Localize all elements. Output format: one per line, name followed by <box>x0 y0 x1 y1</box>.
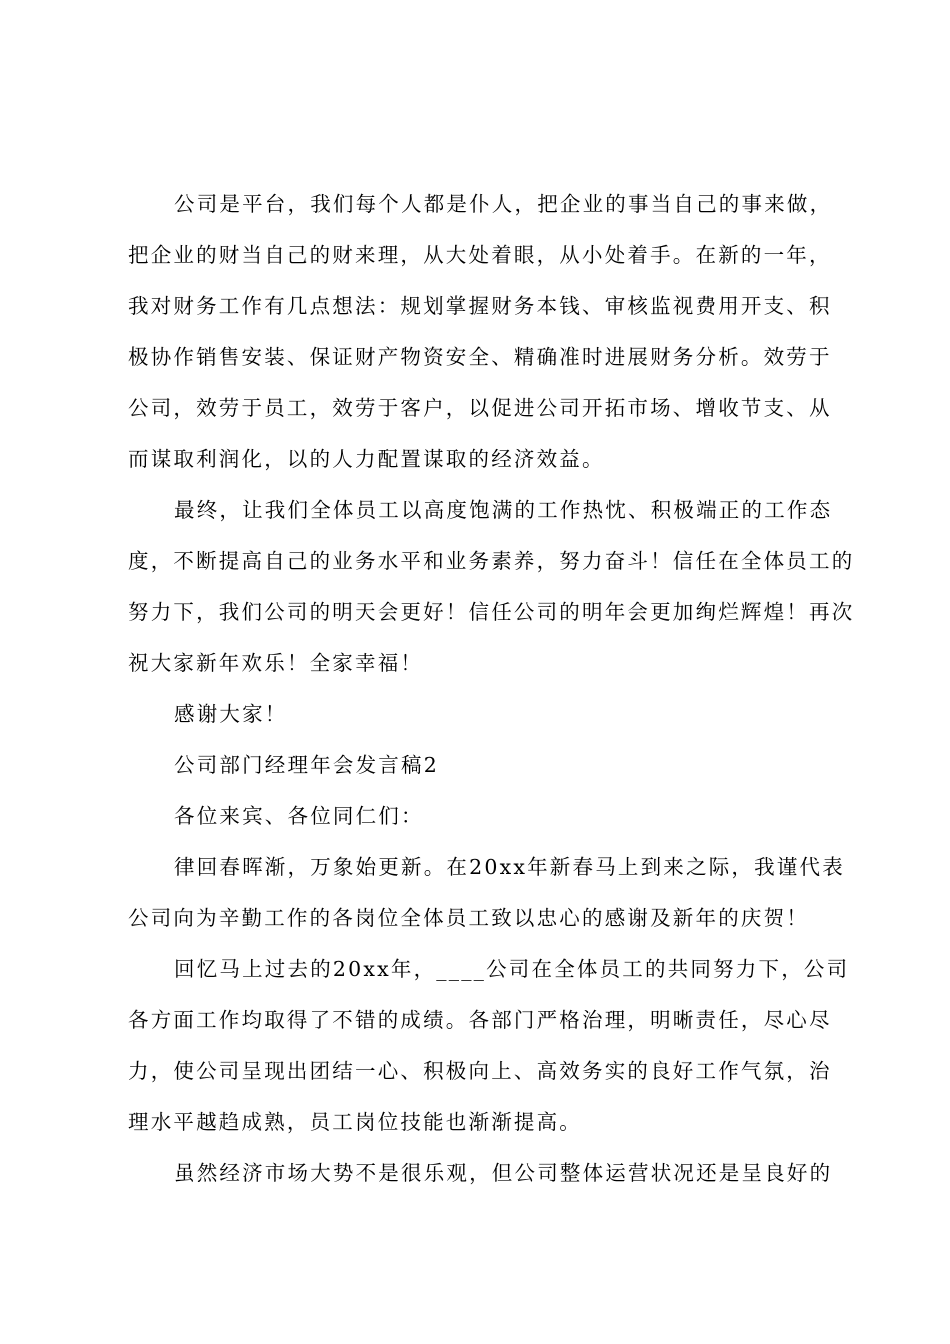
paragraph-review <box>128 944 850 1148</box>
paragraph-greeting <box>128 842 845 944</box>
paragraph-line: 公司部门经理年会发言稿2 <box>174 753 439 777</box>
paragraph-line: 回忆马上过去的20xx年，____公司在全体员工的共同努力下，公司 <box>174 957 850 981</box>
paragraph-line: 极协作销售安装、保证财产物资安全、精确准时进展财务分析。效劳于 <box>128 345 832 369</box>
paragraph-line: 把企业的财当自己的财来理，从大处着眼，从小处着手。在新的一年， <box>128 243 832 267</box>
paragraph-line: 律回春晖渐，万象始更新。在20xx年新春马上到来之际，我谨代表 <box>174 855 845 879</box>
paragraph-line: 理水平越趋成熟，员工岗位技能也渐渐提高。 <box>128 1110 582 1134</box>
paragraph-line: 度，不断提高自己的业务水平和业务素养，努力奋斗！信任在全体员工的 <box>128 549 855 573</box>
paragraph-market <box>128 1148 832 1199</box>
paragraph-line: 努力下，我们公司的明天会更好！信任公司的明年会更加绚烂辉煌！再次 <box>128 600 855 624</box>
paragraph-line: 虽然经济市场大势不是很乐观，但公司整体运营状况还是呈良好的 <box>174 1161 833 1185</box>
paragraph-line: 而谋取利润化，以的人力配置谋取的经济效益。 <box>128 447 605 471</box>
paragraph-line: 我对财务工作有几点想法：规划掌握财务本钱、审核监视费用开支、积 <box>128 294 832 318</box>
salutation <box>128 791 832 842</box>
section-title <box>128 740 832 791</box>
paragraph-line: 感谢大家！ <box>174 702 288 726</box>
closing-thanks <box>128 689 832 740</box>
paragraph-2 <box>128 485 855 689</box>
document-body <box>128 179 855 1199</box>
paragraph-line: 各方面工作均取得了不错的成绩。各部门严格治理，明晰责任，尽心尽 <box>128 1008 832 1032</box>
paragraph-line: 祝大家新年欢乐！全家幸福！ <box>128 651 424 675</box>
paragraph-line: 各位来宾、各位同仁们： <box>174 804 424 828</box>
paragraph-line: 公司，效劳于员工，效劳于客户，以促进公司开拓市场、增收节支、从 <box>128 396 832 420</box>
paragraph-line: 公司向为辛勤工作的各岗位全体员工致以忠心的感谢及新年的庆贺！ <box>128 906 809 930</box>
paragraph-line: 最终，让我们全体员工以高度饱满的工作热忱、积极端正的工作态 <box>174 498 833 522</box>
paragraph-line: 力，使公司呈现出团结一心、积极向上、高效务实的良好工作气氛，治 <box>128 1059 832 1083</box>
paragraph-line: 公司是平台，我们每个人都是仆人，把企业的事当自己的事来做， <box>174 192 833 216</box>
paragraph-1 <box>128 179 832 485</box>
